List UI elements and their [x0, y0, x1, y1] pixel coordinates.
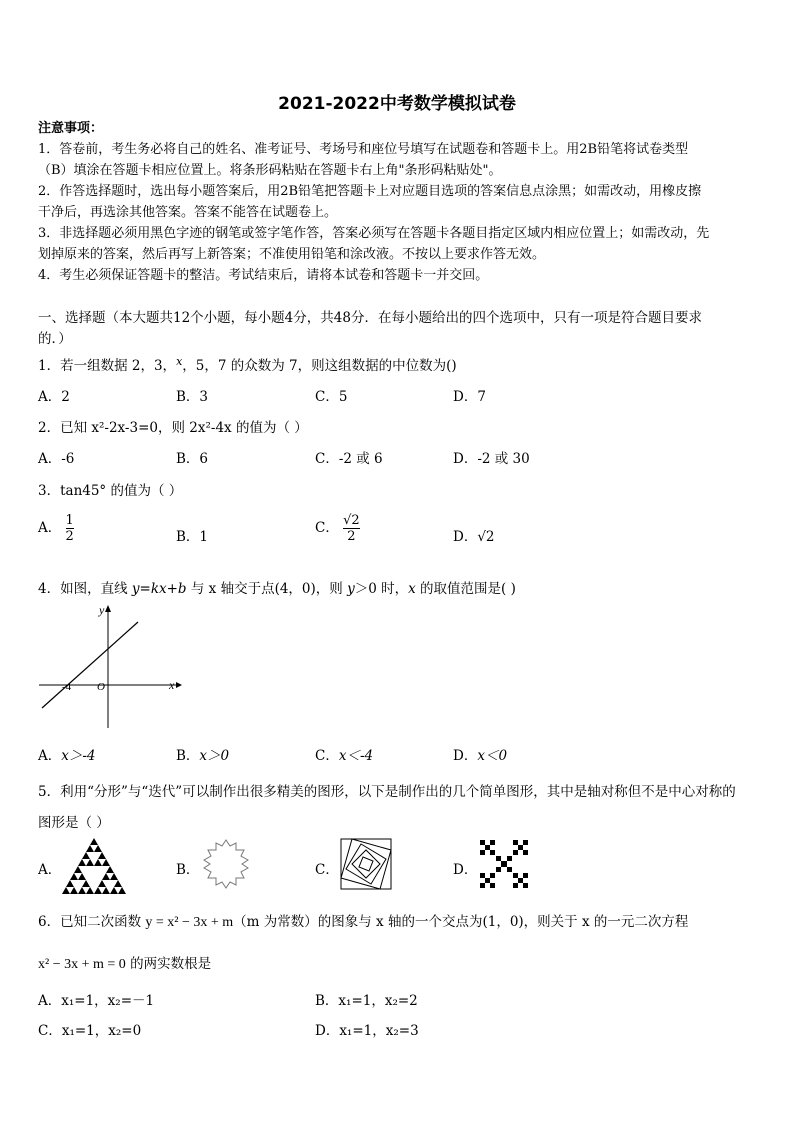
question-5-stem-line1: 5．利用“分形”与“迭代”可以制作出很多精美的图形，以下是制作出的几个简单图形，其中是轴对称但不是中心对称的	[38, 784, 736, 800]
note-line: 3．非选择题必须用黑色字迹的钢笔或签字笔作答，答案必须写在答题卡各题目指定区域内相应位置上；如需改动，先	[38, 226, 710, 241]
q4-option-b[interactable]: B．x＞0	[176, 748, 230, 764]
note-line: 1．答卷前，考生务必将自己的姓名、准考证号、考场号和座位号填写在试题卷和答题卡上。用2B铅笔将试卷类型	[38, 142, 689, 157]
q6-option-b[interactable]: B．x₁=1，x₂=2	[315, 993, 418, 1009]
q3-option-d[interactable]: D．√2	[453, 529, 495, 545]
q1-option-b[interactable]: B．3	[176, 389, 209, 405]
koch-snowflake-figure	[200, 838, 252, 890]
question-3-stem: 3．tan45° 的值为（ ）	[38, 483, 183, 499]
note-line: 2．作答选择题时，选出每小题答案后，用2B铅笔把答题卡上对应题目选项的答案信息点涂黑；如需改动，用橡皮擦	[38, 184, 702, 199]
q4-option-c[interactable]: C．x＜-4	[315, 748, 374, 764]
y-axis-label: y	[99, 603, 105, 617]
q1-option-d[interactable]: D．7	[453, 389, 486, 405]
q5-option-a[interactable]: A．	[38, 862, 62, 878]
fraction: $\frac{1}{2}$	[65, 513, 74, 544]
question-6-stem-line2: x² − 3x + m = 0 的两实数根是	[38, 956, 212, 972]
line-y-kx-b	[42, 622, 138, 708]
q2-option-b[interactable]: B．6	[176, 451, 209, 467]
q2-option-d[interactable]: D．-2 或 30	[453, 451, 530, 467]
sierpinski-triangle-figure	[62, 838, 126, 894]
q3-option-b[interactable]: B．1	[176, 529, 209, 545]
q2-option-a[interactable]: A．-6	[38, 451, 75, 467]
q1-option-c[interactable]: C．5	[315, 389, 348, 405]
q1-option-a[interactable]: A．2	[38, 389, 70, 405]
x-axis-arrow	[176, 682, 182, 688]
question-1-stem: 1．若一组数据 2，3，$^x$，5，7 的众数为 7，则这组数据的中位数为()	[38, 355, 457, 374]
origin-label: O	[97, 681, 105, 693]
q3-option-a[interactable]: A． $\frac{1}{2}$	[38, 513, 74, 544]
q6-option-d[interactable]: D．x₁=1，x₂=3	[315, 1023, 419, 1039]
x-axis-label: x	[169, 678, 175, 692]
notes-heading: 注意事项：	[38, 121, 104, 136]
checker-x-figure	[478, 838, 530, 890]
note-line: （B）填涂在答题卡相应位置上。将条形码粘贴在答题卡右上角"条形码粘贴处"。	[38, 163, 502, 178]
y-axis-arrow	[105, 605, 111, 612]
question-5-stem-line2: 图形是（ ）	[38, 815, 110, 831]
q5-option-d[interactable]: D．	[453, 862, 478, 878]
section-heading-line1: 一、选择题（本大题共12个小题，每小题4分，共48分．在每小题给出的四个选项中，只有一项是符合题目要求	[38, 310, 702, 326]
note-line: 4．考生必须保证答题卡的整洁。考试结束后，请将本试卷和答题卡一并交回。	[38, 268, 489, 283]
q4-option-d[interactable]: D．x＜0	[453, 748, 508, 764]
section-heading-line2: 的．）	[38, 331, 72, 347]
q6-option-a[interactable]: A．x₁=1，x₂=－1	[38, 993, 155, 1009]
q2-option-c[interactable]: C．-2 或 6	[315, 451, 383, 467]
question-2-stem: 2．已知 x²-2x-3=0，则 2x²-4x 的值为（ ）	[38, 420, 308, 436]
page-title: 2021-2022中考数学模拟试卷	[278, 94, 516, 114]
note-line: 干净后，再选涂其他答案。答案不能答在试题卷上。	[38, 205, 338, 220]
q6-option-c[interactable]: C．x₁=1，x₂=0	[38, 1023, 142, 1039]
q4-option-a[interactable]: A．x＞-4	[38, 748, 96, 764]
q3-option-c[interactable]: C． $\frac{√2}{2}$	[315, 513, 360, 544]
question-6-stem-line1: 6．已知二次函数 y = x² − 3x + m（m 为常数）的图象与 x 轴的一个交点为(1，0)，则关于 x 的一元二次方程	[38, 914, 689, 930]
question-4-stem: 4．如图，直线 y=kx+b 与 x 轴交于点(4，0)，则 y＞0 时，x 的取值范围是( )	[38, 581, 516, 597]
rotated-squares-figure	[340, 838, 392, 890]
intercept-label: -4	[62, 681, 72, 693]
q5-option-b[interactable]: B．	[176, 862, 200, 878]
note-line: 划掉原来的答案，然后再写上新答案；不准使用铅笔和涂改液。不按以上要求作答无效。	[38, 247, 546, 262]
q5-option-c[interactable]: C．	[315, 862, 339, 878]
line-graph-figure	[34, 600, 184, 735]
fraction: $\frac{√2}{2}$	[343, 513, 360, 544]
